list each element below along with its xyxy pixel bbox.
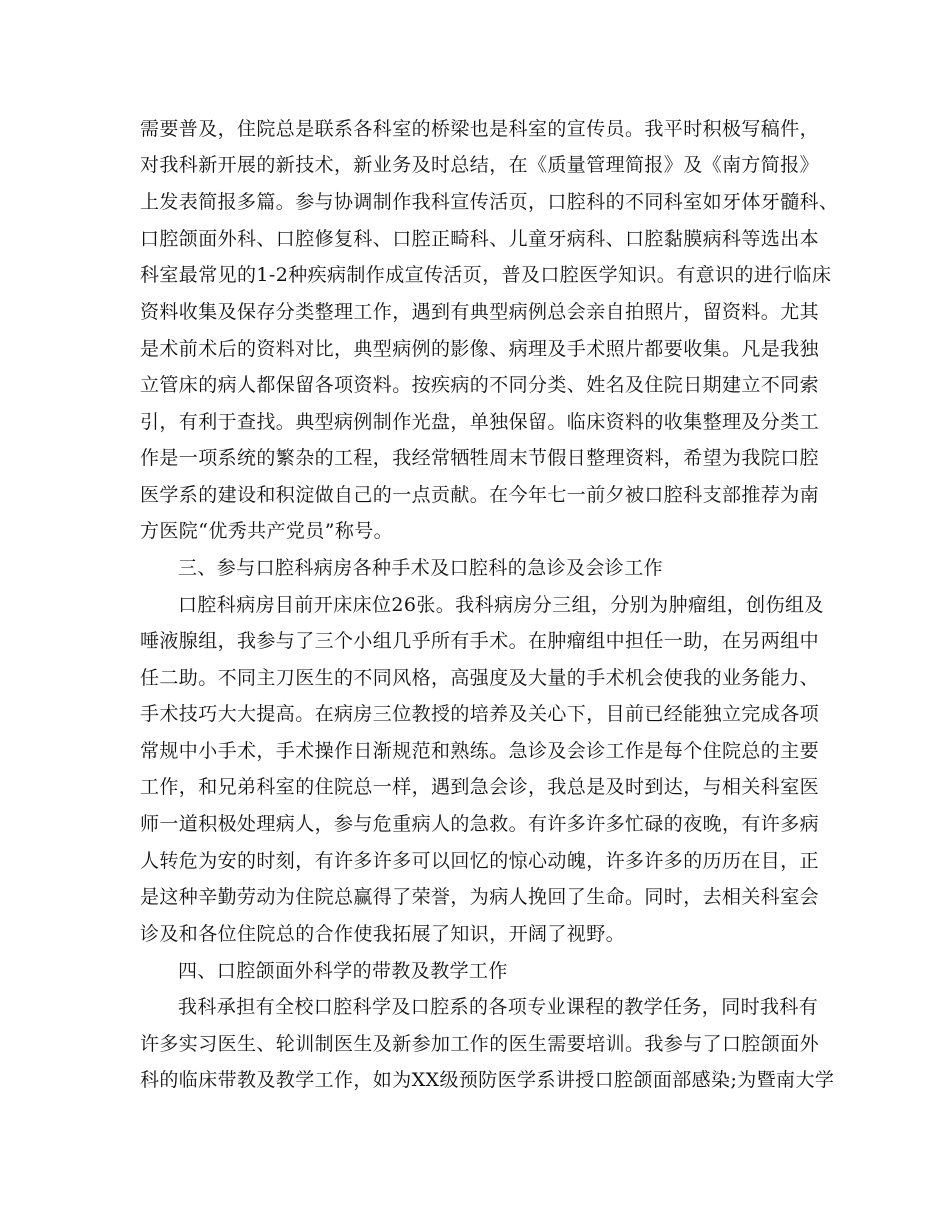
section-heading: 四、口腔颌面外科学的带教及教学工作 (178, 960, 508, 982)
body-text-line: 引，有利于查找。典型病例制作光盘，单独保留。临床资料的收集整理及分类工 (140, 411, 820, 433)
body-text-line: 我科承担有全校口腔科学及口腔系的各项专业课程的教学任务，同时我科有 (178, 996, 819, 1018)
body-text-line: 对我科新开展的新技术，新业务及时总结，在《质量管理简报》及《南方简报》 (140, 154, 820, 176)
body-text-line: 作是一项系统的繁杂的工程，我经常牺牲周末节假日整理资料，希望为我院口腔 (140, 447, 820, 469)
body-text-line: 常规中小手术，手术操作日渐规范和熟练。急诊及会诊工作是每个住院总的主要 (140, 740, 820, 762)
body-text-line: 手术技巧大大提高。在病房三位教授的培养及关心下，目前已经能独立完成各项 (140, 703, 820, 725)
body-text-line: 许多实习医生、轮训制医生及新参加工作的医生需要培训。我参与了口腔颌面外 (140, 1033, 820, 1055)
body-text-line: 科室最常见的1-2种疾病制作成宣传活页，普及口腔医学知识。有意识的进行临床 (140, 264, 832, 286)
body-text-line: 师一道积极处理病人，参与危重病人的急救。有许多许多忙碌的夜晚，有许多病 (140, 813, 820, 835)
body-text-line: 口腔科病房目前开床床位26张。我科病房分三组，分别为肿瘤组，创伤组及 (178, 594, 824, 616)
body-text-line: 需要普及，住院总是联系各科室的桥梁也是科室的宣传员。我平时积极写稿件， (140, 118, 820, 140)
body-text-line: 诊及和各位住院总的合作使我拓展了知识，开阔了视野。 (140, 923, 626, 945)
body-text-line: 是术前术后的资料对比，典型病例的影像、病理及手术照片都要收集。凡是我独 (140, 338, 820, 360)
body-text-line: 工作，和兄弟科室的住院总一样，遇到急会诊，我总是及时到达，与相关科室医 (140, 776, 820, 798)
body-text-line: 任二助。不同主刀医生的不同风格，高强度及大量的手术机会使我的业务能力、 (140, 667, 820, 689)
body-text-line: 科的临床带教及教学工作，如为XX级预防医学系讲授口腔颌面部感染;为暨南大学 (140, 1069, 835, 1091)
body-text-line: 口腔颌面外科、口腔修复科、口腔正畸科、儿童牙病科、口腔黏膜病科等选出本 (140, 228, 820, 250)
body-text-line: 是这种辛勤劳动为住院总赢得了荣誉，为病人挽回了生命。同时，去相关科室会 (140, 886, 820, 908)
body-text-line: 人转危为安的时刻，有许多许多可以回忆的惊心动魄，许多许多的历历在目，正 (140, 850, 820, 872)
body-text-line: 医学系的建设和积淀做自己的一点贡献。在今年七一前夕被口腔科支部推荐为南 (140, 484, 820, 506)
body-text-line: 上发表简报多篇。参与协调制作我科宣传活页，口腔科的不同科室如牙体牙髓科、 (140, 191, 839, 213)
body-text-line: 方医院“优秀共产党员”称号。 (140, 520, 394, 542)
section-heading: 三、参与口腔科病房各种手术及口腔科的急诊及会诊工作 (178, 557, 664, 579)
body-text-line: 唾液腺组，我参与了三个小组几乎所有手术。在肿瘤组中担任一助，在另两组中 (140, 630, 820, 652)
body-text-line: 立管床的病人都保留各项资料。按疾病的不同分类、姓名及住院日期建立不同索 (140, 374, 820, 396)
body-text-line: 资料收集及保存分类整理工作，遇到有典型病例总会亲自拍照片，留资料。尤其 (140, 301, 820, 323)
